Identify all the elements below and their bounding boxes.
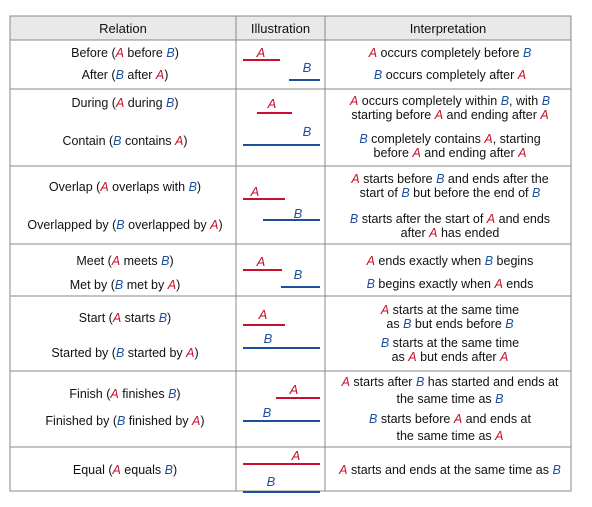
interpretation-text xyxy=(368,46,532,60)
relation-label xyxy=(76,254,173,268)
text-span: Start ( xyxy=(78,311,113,325)
interval-a-label: A xyxy=(256,45,266,60)
text-span: but ends after xyxy=(416,350,501,364)
text-span: ) xyxy=(194,346,199,360)
text-span: started by xyxy=(124,346,187,360)
label-a: A xyxy=(112,463,121,477)
text-span: before xyxy=(123,46,167,60)
label-a: A xyxy=(210,218,219,232)
text-span: begins exactly when xyxy=(374,277,495,291)
interpretation-text xyxy=(351,108,548,122)
label-a: A xyxy=(540,108,549,122)
interpretation-text xyxy=(397,429,504,443)
label-a: A xyxy=(380,303,390,317)
label-b: B xyxy=(115,68,124,82)
label-a: A xyxy=(339,463,348,477)
text-span: starts at the same time xyxy=(389,303,520,317)
text-span: starts before xyxy=(359,172,437,186)
label-b: B xyxy=(366,277,375,291)
relation-label xyxy=(82,68,169,82)
text-span: and ending after xyxy=(420,146,519,160)
header-interpretation: Interpretation xyxy=(409,21,487,36)
label-b: B xyxy=(113,134,122,148)
label-a: A xyxy=(351,172,360,186)
label-b: B xyxy=(401,186,410,200)
text-span: but before the end of xyxy=(409,186,533,200)
text-span: ) xyxy=(196,180,202,194)
text-span: Overlapped by ( xyxy=(27,218,117,232)
text-span: occurs completely within xyxy=(358,94,501,108)
label-b: B xyxy=(164,463,173,477)
interval-b-label: B xyxy=(293,267,303,282)
label-a: A xyxy=(517,68,527,82)
label-a: A xyxy=(495,429,504,443)
label-a: A xyxy=(112,311,122,325)
relation-label xyxy=(73,463,177,477)
label-b: B xyxy=(522,46,532,60)
label-a: A xyxy=(155,68,165,82)
relation-label xyxy=(62,134,187,148)
interpretation-text xyxy=(367,277,534,291)
text-span: Overlap ( xyxy=(48,180,101,194)
text-span: ) xyxy=(183,134,188,148)
relation-label xyxy=(69,387,180,401)
interval-b-label: B xyxy=(302,60,312,75)
interpretation-text xyxy=(374,146,527,160)
label-a: A xyxy=(115,96,125,110)
text-span: finishes xyxy=(118,387,169,401)
label-b: B xyxy=(349,212,359,226)
text-span: equals xyxy=(120,463,165,477)
label-a: A xyxy=(167,278,177,292)
text-span: Contain ( xyxy=(62,134,114,148)
text-span: ) xyxy=(200,414,205,428)
text-span: Before ( xyxy=(71,46,116,60)
label-b: B xyxy=(532,186,541,200)
label-b: B xyxy=(500,94,510,108)
interval-a-label: A xyxy=(256,254,266,269)
text-span: Finish ( xyxy=(69,387,111,401)
label-b: B xyxy=(158,311,168,325)
label-b: B xyxy=(380,336,390,350)
text-span: occurs completely before xyxy=(377,46,523,60)
interpretation-text xyxy=(366,254,534,268)
text-span: starts xyxy=(121,311,159,325)
text-span: meets xyxy=(120,254,162,268)
text-span: and ends xyxy=(495,212,551,226)
text-span: but ends before xyxy=(411,317,506,331)
label-b: B xyxy=(552,463,561,477)
text-span: starts after the start of xyxy=(358,212,487,226)
label-b: B xyxy=(166,96,175,110)
label-a: A xyxy=(192,414,201,428)
text-span: After ( xyxy=(81,68,116,82)
label-a: A xyxy=(349,94,359,108)
text-span: after xyxy=(123,68,156,82)
relation-label xyxy=(79,311,171,325)
interval-a-label: A xyxy=(289,382,299,397)
interpretation-text xyxy=(350,212,550,226)
label-a: A xyxy=(341,375,350,389)
text-span: during xyxy=(124,96,166,110)
label-b: B xyxy=(116,218,125,232)
text-span: ends xyxy=(502,277,534,291)
text-span: ) xyxy=(176,278,181,292)
label-a: A xyxy=(100,180,109,194)
label-a: A xyxy=(412,146,421,160)
relation-label xyxy=(70,278,180,292)
label-b: B xyxy=(116,414,126,428)
label-b: B xyxy=(541,94,551,108)
interpretation-text xyxy=(397,392,504,406)
interpretation-text xyxy=(341,375,559,389)
label-a: A xyxy=(368,46,378,60)
text-span: starting before xyxy=(351,108,435,122)
text-span: overlapped by xyxy=(124,218,211,232)
label-a: A xyxy=(434,108,444,122)
label-a: A xyxy=(408,350,417,364)
label-b: B xyxy=(495,392,504,406)
text-span: ends exactly when xyxy=(374,254,485,268)
text-span: contains xyxy=(121,134,176,148)
text-span: and ends after the xyxy=(444,172,549,186)
interpretation-text xyxy=(350,172,548,186)
interval-a-label: A xyxy=(258,307,268,322)
text-span: Started by ( xyxy=(51,346,116,360)
label-a: A xyxy=(110,387,119,401)
label-b: B xyxy=(188,180,197,194)
label-a: A xyxy=(366,254,375,268)
relation-label xyxy=(45,414,204,428)
label-b: B xyxy=(415,375,425,389)
interpretation-text xyxy=(401,226,500,240)
label-a: A xyxy=(484,132,493,146)
relation-label xyxy=(71,96,178,110)
text-span: the same time as xyxy=(396,392,496,406)
text-span: before xyxy=(373,146,413,160)
label-b: B xyxy=(369,412,378,426)
text-span: and ends at xyxy=(462,412,531,426)
interpretation-text xyxy=(374,68,526,82)
interpretation-text xyxy=(381,336,519,350)
label-a: A xyxy=(115,46,124,60)
text-span: Equal ( xyxy=(72,463,113,477)
interval-b-label: B xyxy=(262,405,272,420)
text-span: completely contains xyxy=(367,132,485,146)
label-b: B xyxy=(403,317,412,331)
interpretation-text xyxy=(349,94,550,108)
text-span: as xyxy=(386,317,404,331)
label-a: A xyxy=(111,254,121,268)
interval-b-label: B xyxy=(263,331,273,346)
header-relation: Relation xyxy=(99,21,147,36)
interpretation-text xyxy=(338,463,561,477)
header-illustration: Illustration xyxy=(250,21,311,36)
text-span: , starting xyxy=(492,132,541,146)
text-span: Met by ( xyxy=(69,278,115,292)
label-a: A xyxy=(486,212,496,226)
relation-label xyxy=(71,46,179,60)
label-b: B xyxy=(114,278,124,292)
relation-label xyxy=(51,346,198,360)
text-span: overlaps with xyxy=(108,180,189,194)
text-span: During ( xyxy=(71,96,116,110)
label-b: B xyxy=(166,46,175,60)
label-b: B xyxy=(161,254,170,268)
text-span: finished by xyxy=(125,414,193,428)
label-a: A xyxy=(429,226,438,240)
interval-b-label: B xyxy=(302,124,312,139)
text-span: starts and ends at the same time as xyxy=(347,463,553,477)
label-b: B xyxy=(115,346,125,360)
text-span: occurs completely after xyxy=(382,68,518,82)
text-span: has ended xyxy=(437,226,500,240)
text-span: ) xyxy=(174,46,179,60)
text-span: Finished by ( xyxy=(45,414,117,428)
label-b: B xyxy=(373,68,383,82)
interval-a-label: A xyxy=(267,96,277,111)
label-a: A xyxy=(453,412,463,426)
text-span: met by xyxy=(123,278,168,292)
text-span: Meet ( xyxy=(76,254,112,268)
text-span: has started and ends at xyxy=(424,375,559,389)
interval-a-label: A xyxy=(250,184,260,199)
interpretation-text xyxy=(360,186,541,200)
text-span: starts before xyxy=(377,412,454,426)
relation-label xyxy=(27,218,222,232)
interval-b-label: B xyxy=(293,206,303,221)
interpretation-text xyxy=(380,303,519,317)
relation-label xyxy=(49,180,201,194)
text-span: begins xyxy=(493,254,534,268)
label-b: B xyxy=(505,317,514,331)
text-span: the same time as xyxy=(396,429,496,443)
label-a: A xyxy=(175,134,184,148)
text-span: ) xyxy=(218,218,223,232)
interpretation-text xyxy=(369,412,531,426)
text-span: as xyxy=(391,350,409,364)
text-span: ) xyxy=(164,68,169,82)
text-span: ) xyxy=(169,254,174,268)
label-a: A xyxy=(186,346,195,360)
text-span: starts after xyxy=(349,375,416,389)
text-span: after xyxy=(400,226,430,240)
text-span: start of xyxy=(359,186,402,200)
label-b: B xyxy=(436,172,445,186)
text-span: , with xyxy=(509,94,542,108)
interval-a-label: A xyxy=(291,448,301,463)
text-span: ) xyxy=(174,96,179,110)
label-a: A xyxy=(500,350,509,364)
label-b: B xyxy=(168,387,177,401)
interval-b-label: B xyxy=(266,474,276,489)
text-span: and ending after xyxy=(443,108,541,122)
label-a: A xyxy=(518,146,527,160)
text-span: ) xyxy=(167,311,172,325)
text-span: starts at the same time xyxy=(389,336,520,350)
label-b: B xyxy=(359,132,368,146)
interpretation-text xyxy=(359,132,540,146)
label-b: B xyxy=(484,254,494,268)
text-span: ) xyxy=(172,463,178,477)
label-a: A xyxy=(494,277,503,291)
text-span: ) xyxy=(176,387,181,401)
interpretation-text xyxy=(386,317,513,331)
interpretation-text xyxy=(392,350,509,364)
